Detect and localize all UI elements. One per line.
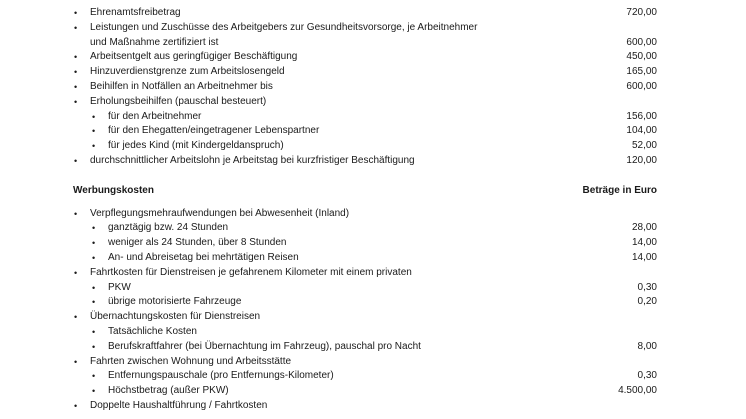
- bullet-icon: •: [92, 386, 96, 397]
- item-amount: 165,00: [626, 66, 657, 78]
- list-item: [0, 384, 746, 399]
- list-item: [0, 281, 746, 296]
- item-label: Berufskraftfahrer (bei Übernachtung im Fahrzeug), pauschal pro Nacht: [108, 340, 421, 352]
- item-label: Beihilfen in Notfällen an Arbeitnehmer bis: [90, 80, 273, 92]
- item-label: Ehrenamtsfreibetrag: [90, 7, 181, 18]
- expenses-list: [0, 207, 746, 414]
- bullet-icon: •: [92, 252, 96, 263]
- list-item: [0, 207, 746, 222]
- bullet-icon: •: [74, 8, 78, 18]
- list-item: [0, 325, 746, 340]
- list-item: [0, 110, 746, 125]
- bullet-icon: •: [92, 111, 96, 122]
- list-item: [0, 340, 746, 355]
- bullet-icon: •: [74, 52, 78, 63]
- bullet-icon: •: [74, 67, 78, 78]
- list-item: [0, 236, 746, 251]
- item-amount: 0,30: [637, 370, 657, 382]
- item-amount: 156,00: [626, 110, 657, 122]
- item-amount: 14,00: [631, 237, 657, 249]
- item-amount: 720,00: [626, 7, 657, 18]
- item-label: Übernachtungskosten für Dienstreisen: [90, 311, 261, 323]
- bullet-icon: •: [74, 400, 78, 411]
- item-label: An- und Abreisetag bei mehrtätigen Reisen: [108, 251, 299, 263]
- list-item: [0, 399, 746, 414]
- item-label: Entfernungspauschale (pro Entfernungs-Kilometer): [108, 370, 334, 382]
- item-label: und Maßnahme zertifiziert ist: [90, 36, 219, 48]
- bullet-icon: •: [92, 341, 96, 352]
- item-label: für jedes Kind (mit Kindergeldanspruch): [108, 140, 284, 152]
- item-amount: 600,00: [626, 80, 657, 92]
- item-label: Verpflegungsmehraufwendungen bei Abwesenheit (Inland): [90, 207, 350, 219]
- bullet-icon: •: [74, 22, 78, 33]
- item-label: weniger als 24 Stunden, über 8 Stunden: [108, 237, 287, 249]
- list-item: [0, 266, 746, 281]
- bullet-icon: •: [92, 297, 96, 308]
- bullet-icon: •: [74, 312, 78, 323]
- bullet-icon: •: [92, 238, 96, 249]
- list-item: [0, 369, 746, 384]
- list-item: [0, 50, 746, 65]
- item-label: Doppelte Haushaltführung / Fahrtkosten: [90, 399, 268, 411]
- bullet-icon: •: [92, 141, 96, 152]
- bullet-icon: •: [92, 326, 96, 337]
- list-item: [0, 310, 746, 325]
- item-label: Höchstbetrag (außer PKW): [108, 385, 229, 397]
- list-item: [0, 355, 746, 370]
- item-amount: 0,30: [637, 281, 657, 293]
- bullet-icon: •: [74, 267, 78, 278]
- item-amount: 120,00: [626, 154, 657, 166]
- item-label: Hinzuverdienstgrenze zum Arbeitslosengeld: [90, 66, 285, 78]
- bullet-icon: •: [74, 208, 78, 219]
- item-label: ganztägig bzw. 24 Stunden: [108, 222, 229, 234]
- item-amount: 28,00: [631, 222, 657, 234]
- list-item: [0, 154, 746, 169]
- amount-column-header: Beträge in Euro: [582, 184, 657, 196]
- item-label: übrige motorisierte Fahrzeuge: [108, 296, 242, 308]
- item-label: Arbeitsentgelt aus geringfügiger Beschäftigung: [90, 51, 298, 63]
- item-label: Leistungen und Zuschüsse des Arbeitgebers zur Gesundheitsvorsorge, je Arbeitnehmer: [90, 21, 478, 33]
- list-item: [0, 221, 746, 236]
- list-item: [0, 139, 746, 154]
- item-label: Tatsächliche Kosten: [108, 325, 197, 337]
- bullet-icon: •: [92, 223, 96, 234]
- bullet-icon: •: [74, 96, 78, 107]
- item-label: PKW: [108, 281, 131, 293]
- bullet-icon: •: [92, 282, 96, 293]
- item-label: Fahrten zwischen Wohnung und Arbeitsstätte: [90, 355, 292, 367]
- item-amount: 14,00: [631, 251, 657, 263]
- list-item: [0, 95, 746, 110]
- list-item: [0, 251, 746, 266]
- bullet-icon: •: [92, 371, 96, 382]
- bullet-icon: •: [74, 155, 78, 166]
- item-amount: 4.500,00: [618, 385, 657, 397]
- bullet-icon: •: [74, 356, 78, 367]
- item-amount: 600,00: [626, 36, 657, 48]
- list-item: [0, 21, 746, 36]
- bullet-icon: •: [74, 81, 78, 92]
- item-amount: 8,00: [637, 340, 657, 352]
- item-amount: 104,00: [626, 125, 657, 137]
- item-label: Erholungsbeihilfen (pauschal besteuert): [90, 95, 267, 107]
- list-item: [0, 295, 746, 310]
- bullet-icon: •: [92, 126, 96, 137]
- item-label: für den Arbeitnehmer: [108, 110, 202, 122]
- item-label: Fahrtkosten für Dienstreisen je gefahrenem Kilometer mit einem privaten: [90, 266, 412, 278]
- list-item: [0, 65, 746, 80]
- item-label: durchschnittlicher Arbeitslohn je Arbeitstag bei kurzfristiger Beschäftigung: [90, 154, 415, 166]
- list-item: [0, 36, 746, 51]
- list-item: [0, 124, 746, 139]
- list-item: [0, 6, 746, 21]
- list-item: [0, 80, 746, 95]
- item-amount: 0,20: [637, 296, 657, 308]
- section-title: Werbungskosten: [73, 184, 154, 196]
- item-amount: 450,00: [626, 51, 657, 63]
- allowances-list: [0, 6, 746, 169]
- section-header: [0, 184, 746, 199]
- item-amount: 52,00: [631, 140, 657, 152]
- item-label: für den Ehegatten/eingetragener Lebenspartner: [108, 125, 320, 137]
